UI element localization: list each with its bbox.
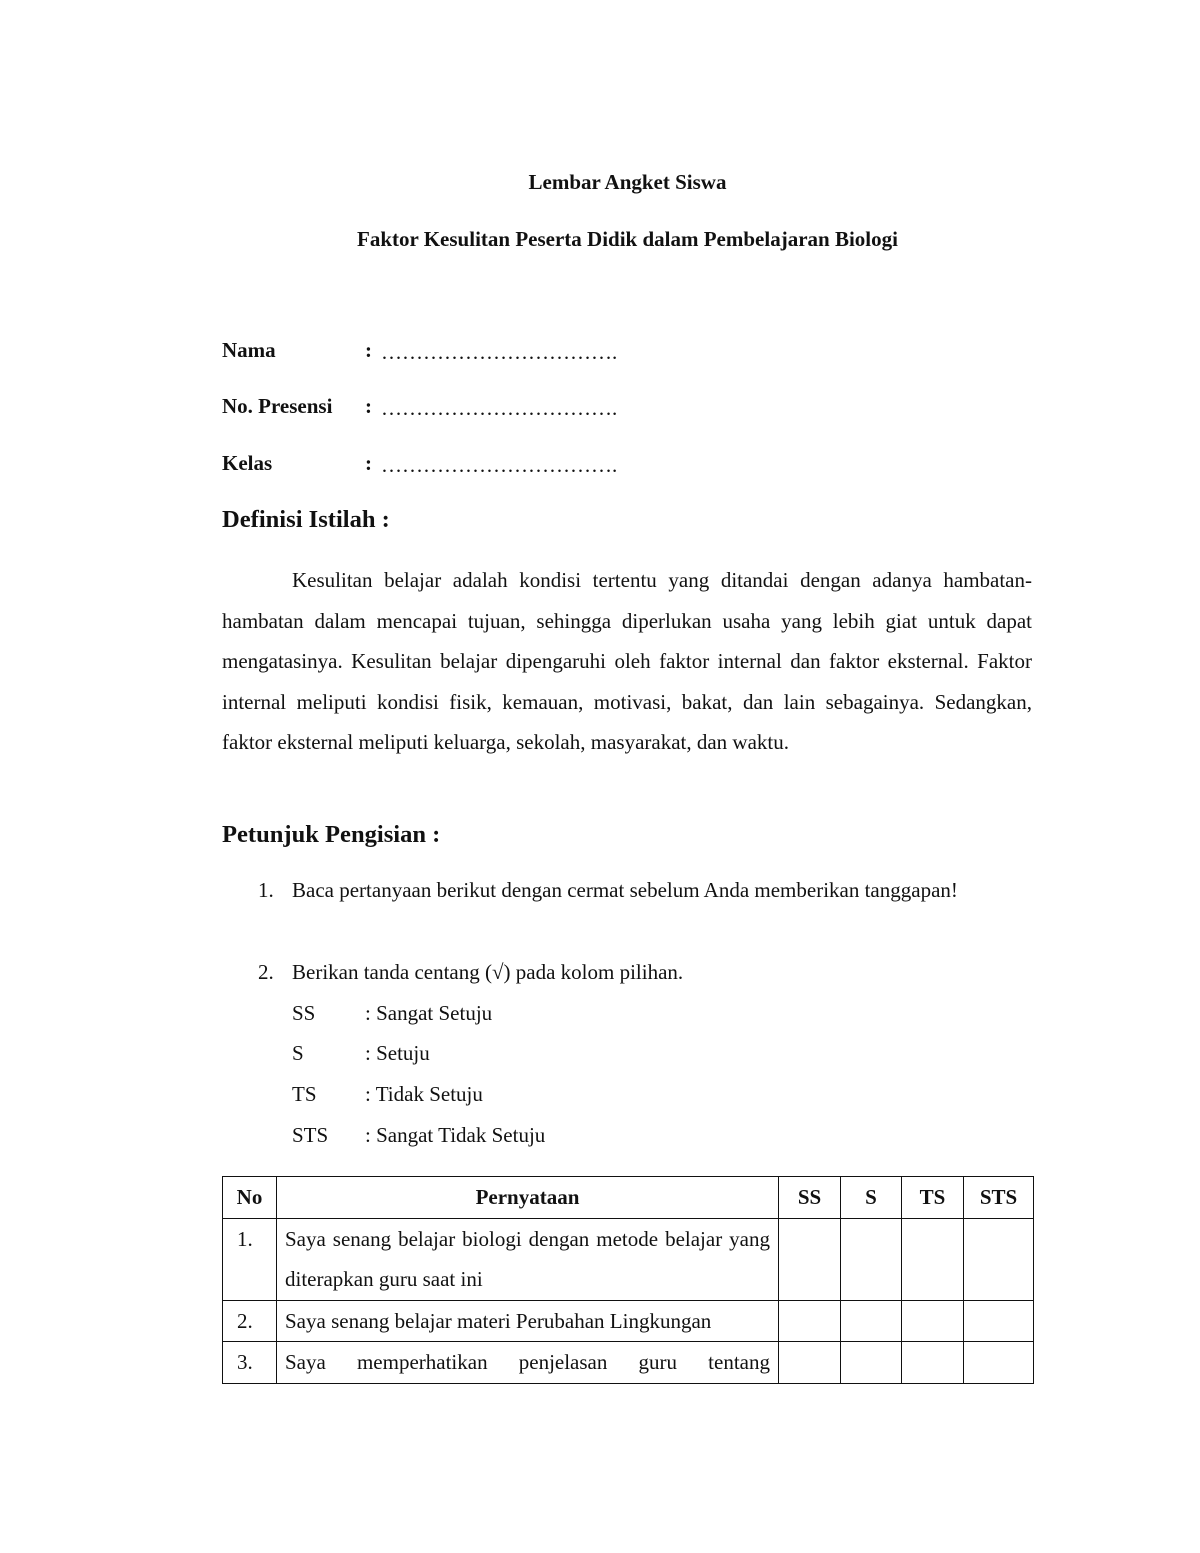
definition-paragraph: Kesulitan belajar adalah kondisi tertentu yang ditandai dengan adanya hambatan-hambatan dalam mencapai tujuan, sehingga diperlukan usaha yang lebih giat untuk dapat mengatasinya. Kesulitan belajar dipengaruhi oleh faktor internal dan faktor eksternal. Faktor internal meliputi kondisi fisik, kemauan, motivasi, bakat, dan lain sebagainya. Sedangkan, faktor eksternal meliputi keluarga, sekolah, masyarakat, dan waktu. xyxy=(222,568,1032,755)
field-label-presensi: No. Presensi xyxy=(222,394,333,418)
row-number: 3. xyxy=(223,1342,277,1384)
table-row xyxy=(223,1300,1034,1342)
row-statement: Saya senang belajar materi Perubahan Lingkungan xyxy=(277,1300,779,1342)
answer-cell-ts[interactable] xyxy=(902,1218,964,1300)
document-title: Lembar Angket Siswa xyxy=(528,170,727,194)
instruction-item-2: Berikan tanda centang (√) pada kolom pilihan. xyxy=(292,960,684,984)
answer-cell-ss[interactable] xyxy=(779,1300,841,1342)
answer-cell-sts[interactable] xyxy=(964,1218,1034,1300)
row-number: 2. xyxy=(223,1300,277,1342)
table-header-row xyxy=(223,1177,1034,1219)
field-colon: : xyxy=(365,451,372,475)
field-colon: : xyxy=(365,394,372,418)
field-colon: : xyxy=(365,338,372,362)
header-sts: STS xyxy=(964,1177,1034,1219)
legend-code-ts: TS xyxy=(292,1082,317,1106)
answer-cell-ss[interactable] xyxy=(779,1342,841,1384)
field-blank-presensi[interactable]: ……………………………. xyxy=(381,396,618,420)
legend-desc-ss: : Sangat Setuju xyxy=(365,1001,493,1025)
header-ss: SS xyxy=(779,1177,841,1219)
survey-table xyxy=(222,1176,1034,1384)
legend-desc-ts: : Tidak Setuju xyxy=(365,1082,483,1106)
legend-code-sts: STS xyxy=(292,1123,329,1147)
answer-cell-sts[interactable] xyxy=(964,1300,1034,1342)
field-blank-kelas[interactable]: ……………………………. xyxy=(381,453,618,477)
header-ts: TS xyxy=(902,1177,964,1219)
instruction-number: 1. xyxy=(258,878,274,902)
field-label-kelas: Kelas xyxy=(222,451,273,475)
row-statement: Saya senang belajar biologi dengan metode belajar yang diterapkan guru saat ini xyxy=(277,1218,779,1300)
answer-cell-s[interactable] xyxy=(841,1218,902,1300)
instruction-number: 2. xyxy=(258,960,274,984)
field-blank-nama[interactable]: ……………………………. xyxy=(381,340,618,364)
answer-cell-s[interactable] xyxy=(841,1300,902,1342)
row-statement: Saya memperhatikan penjelasan guru tentang xyxy=(277,1342,779,1384)
answer-cell-ss[interactable] xyxy=(779,1218,841,1300)
legend-desc-s: : Setuju xyxy=(365,1041,430,1065)
table-row xyxy=(223,1342,1034,1384)
definition-heading: Definisi Istilah : xyxy=(222,506,390,533)
field-label-nama: Nama xyxy=(222,338,276,362)
table-row xyxy=(223,1218,1034,1300)
document-subtitle: Faktor Kesulitan Peserta Didik dalam Pembelajaran Biologi xyxy=(357,227,898,251)
instructions-heading: Petunjuk Pengisian : xyxy=(222,821,441,848)
legend-code-ss: SS xyxy=(292,1001,316,1025)
instruction-item-1: Baca pertanyaan berikut dengan cermat sebelum Anda memberikan tanggapan! xyxy=(292,878,958,902)
answer-cell-s[interactable] xyxy=(841,1342,902,1384)
legend-code-s: S xyxy=(292,1041,304,1065)
answer-cell-ts[interactable] xyxy=(902,1300,964,1342)
row-number: 1. xyxy=(223,1218,277,1300)
answer-cell-sts[interactable] xyxy=(964,1342,1034,1384)
header-no: No xyxy=(223,1177,277,1219)
header-pernyataan: Pernyataan xyxy=(277,1177,779,1219)
answer-cell-ts[interactable] xyxy=(902,1342,964,1384)
legend-desc-sts: : Sangat Tidak Setuju xyxy=(365,1123,546,1147)
header-s: S xyxy=(841,1177,902,1219)
